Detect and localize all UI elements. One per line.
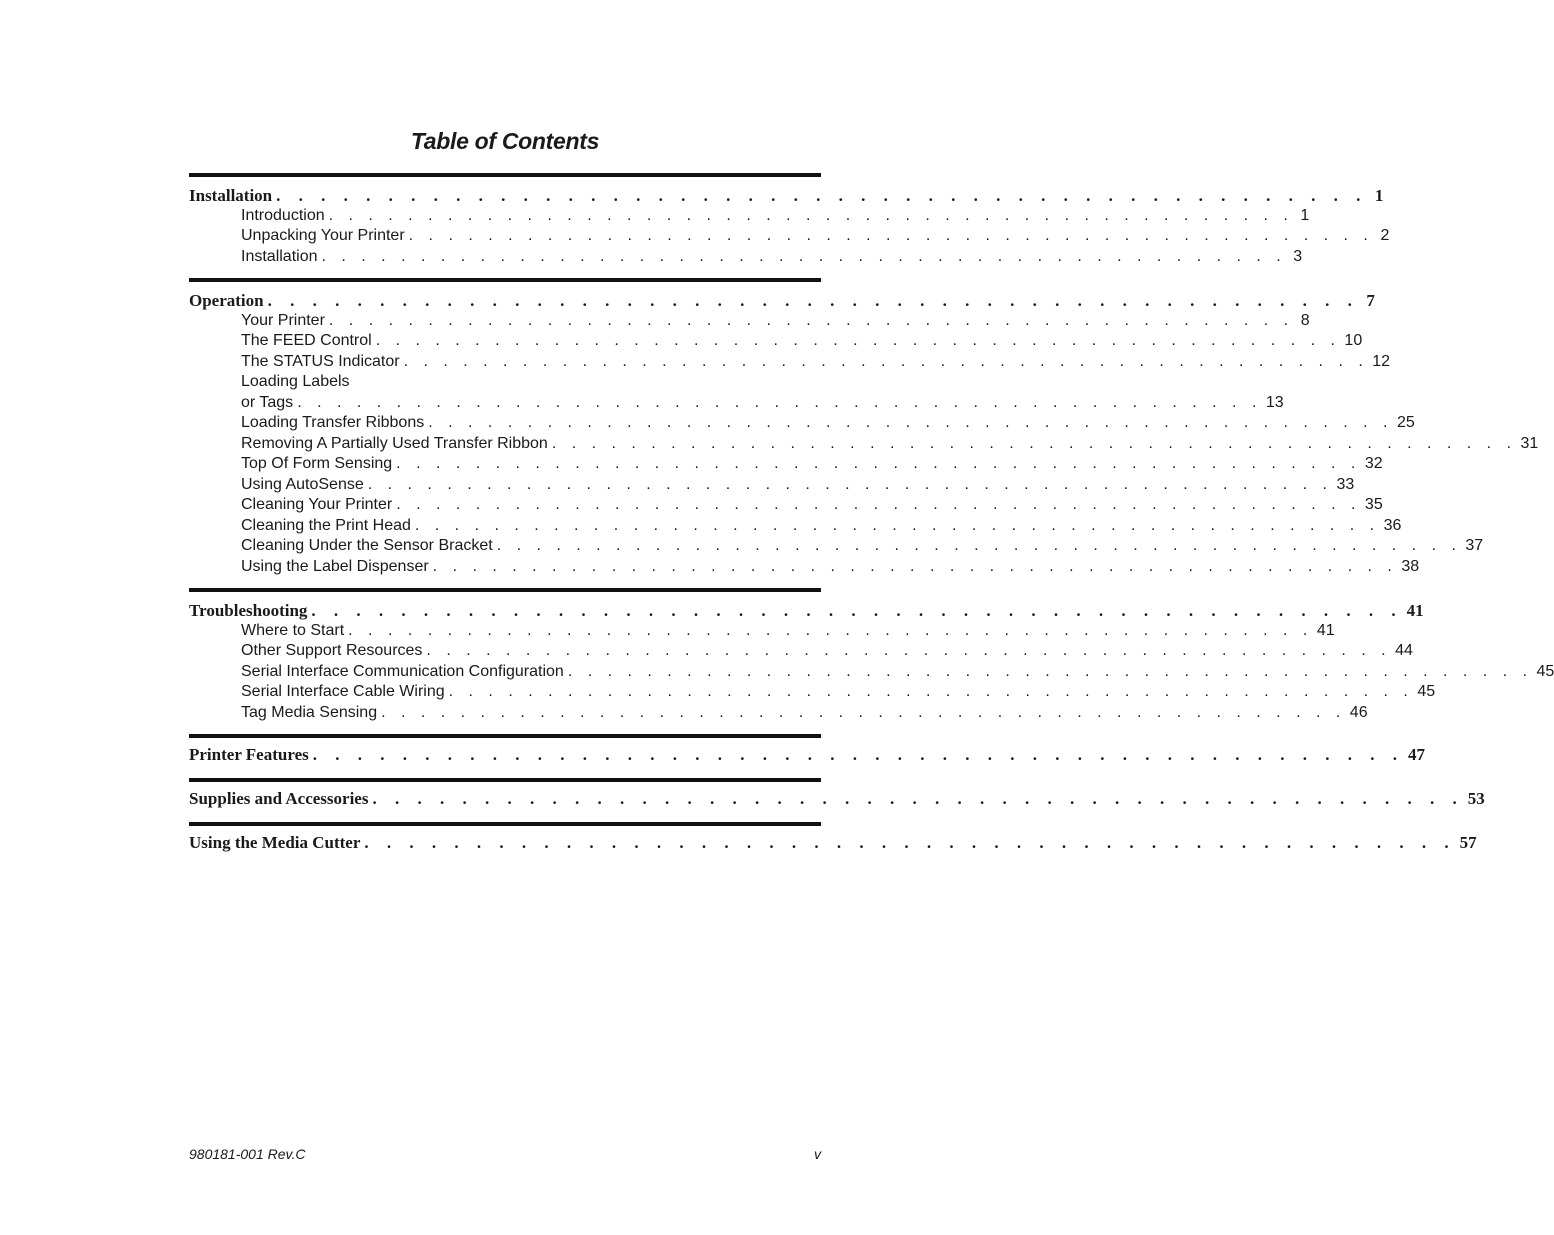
toc-heading[interactable]	[189, 291, 1375, 311]
toc-heading-label: Supplies and Accessories	[189, 789, 369, 808]
toc-entry-label: Serial Interface Cable Wiring	[241, 683, 445, 700]
toc-entry-label: Introduction	[241, 207, 325, 224]
toc-heading-page: 1	[1374, 186, 1384, 205]
toc-heading-label: Installation	[189, 186, 273, 205]
toc-entry-label: Other Support Resources	[241, 642, 423, 659]
toc-entry[interactable]	[241, 536, 1484, 556]
toc-entry[interactable]	[241, 454, 1383, 474]
toc-entry[interactable]	[241, 641, 1413, 661]
toc-entry-page: 37	[1465, 537, 1484, 554]
toc-entry[interactable]	[241, 226, 1390, 246]
dot-leader: . . . . . . . . . . . . . . . . . . . . . . . . . . . . . . . . . . . . . . . . . . . . . . . . .	[297, 394, 1262, 411]
toc-entry[interactable]	[241, 703, 1368, 723]
page-title: Table of Contents	[410, 128, 600, 154]
toc-entry[interactable]	[241, 434, 1539, 454]
toc-entry-label: Serial Interface Communication Configuration	[241, 663, 564, 680]
dot-leader: . . . . . . . . . . . . . . . . . . . . . . . . . . . . . . . . . . . . . . . . . . . . . . . . .	[328, 207, 1294, 224]
toc-section-supplies	[189, 778, 1485, 822]
toc-entry[interactable]	[241, 311, 1310, 331]
toc-entry[interactable]	[241, 662, 1554, 682]
toc-entry[interactable]	[241, 372, 737, 392]
toc-entry-label: Where to Start	[241, 622, 345, 639]
toc-entry-label: Using the Label Dispenser	[241, 558, 429, 575]
toc-entry-page: 32	[1364, 455, 1383, 472]
toc-entry-page: 41	[1316, 622, 1335, 639]
dot-leader: . . . . . . . . . . . . . . . . . . . . . . . . . . . . . . . . . . . . . . . . . . . . . . . . .	[496, 537, 1462, 554]
toc-heading[interactable]	[189, 833, 1477, 853]
toc-entry-page: 36	[1383, 517, 1402, 534]
toc-entry-page: 12	[1372, 353, 1391, 370]
dot-leader: . . . . . . . . . . . . . . . . . . . . . . . . . . . . . . . . . . . . . . . . . . . . . . . . .	[396, 496, 1361, 513]
toc-heading-page: 7	[1366, 291, 1375, 310]
toc-entry-page: 44	[1395, 642, 1413, 659]
toc-entry-label: The FEED Control	[241, 332, 372, 349]
toc-heading-page: 41	[1406, 601, 1424, 620]
toc-entry-label: Cleaning the Print Head	[241, 517, 411, 534]
toc-entry[interactable]	[241, 682, 1436, 702]
toc-entry-page: 10	[1344, 332, 1363, 349]
toc-entry-label: Installation	[241, 248, 318, 265]
toc-entry[interactable]	[241, 557, 1420, 577]
dot-leader: . . . . . . . . . . . . . . . . . . . . . . . . . . . . . . . . . . . . . . . . . . . . . . . . .	[426, 642, 1392, 659]
dot-leader: . . . . . . . . . . . . . . . . . . . . . . . . . . . . . . . . . . . . . . . . . . . . . . . . .	[414, 517, 1380, 534]
dot-leader: . . . . . . . . . . . . . . . . . . . . . . . . . . . . . . . . . . . . . . . . . . . . . . . . .	[448, 683, 1414, 700]
toc-entry-page: 13	[1265, 394, 1284, 411]
toc-entry-page: 38	[1401, 558, 1420, 575]
toc-entry-label: or Tags	[241, 394, 294, 411]
toc-entry-label: Cleaning Your Printer	[241, 496, 393, 513]
toc-entry[interactable]	[241, 206, 1310, 226]
toc-entry-page: 33	[1336, 476, 1355, 493]
dot-leader: . . . . . . . . . . . . . . . . . . . . . . . . . . . . . . . . . . . . . . . . . . . . . . . . .	[372, 789, 1464, 808]
toc-section-installation	[189, 173, 1390, 277]
toc-entry-page: 3	[1293, 248, 1303, 265]
toc-entry-page: 35	[1364, 496, 1383, 513]
toc-entry-page: 25	[1396, 414, 1415, 431]
toc-entry-label: Removing A Partially Used Transfer Ribbon	[241, 435, 548, 452]
toc-heading[interactable]	[189, 186, 1384, 206]
dot-leader: . . . . . . . . . . . . . . . . . . . . . . . . . . . . . . . . . . . . . . . . . . . . . . . . .	[267, 291, 1359, 310]
footer-doc-number: 980181-001 Rev.C	[189, 1146, 306, 1162]
dot-leader: . . . . . . . . . . . . . . . . . . . . . . . . . . . . . . . . . . . . . . . . . . . . . . . . .	[551, 435, 1517, 452]
toc-entry-label: Unpacking Your Printer	[241, 227, 405, 244]
dot-leader: . . . . . . . . . . . . . . . . . . . . . . . . . . . . . . . . . . . . . . . . . . . . . . . . .	[367, 476, 1333, 493]
toc-heading-label: Printer Features	[189, 745, 309, 764]
toc-entry[interactable]	[241, 621, 1335, 641]
toc-heading[interactable]	[189, 745, 1425, 765]
dot-leader: . . . . . . . . . . . . . . . . . . . . . . . . . . . . . . . . . . . . . . . . . . . . . . . . .	[311, 601, 1403, 620]
toc-entry-label: Tag Media Sensing	[241, 704, 378, 721]
dot-leader: . . . . . . . . . . . . . . . . . . . . . . . . . . . . . . . . . . . . . . . . . . . . . . . . .	[428, 414, 1393, 431]
toc-entry[interactable]	[241, 331, 1363, 351]
toc-entry-page: 31	[1520, 435, 1539, 452]
dot-leader: . . . . . . . . . . . . . . . . . . . . . . . . . . . . . . . . . . . . . . . . . . . . . . . . .	[567, 663, 1533, 680]
dot-leader: . . . . . . . . . . . . . . . . . . . . . . . . . . . . . . . . . . . . . . . . . . . . . . . . .	[396, 455, 1361, 472]
toc-entry[interactable]	[241, 475, 1355, 495]
toc-entry-page: 46	[1349, 704, 1368, 721]
toc-entry-page: 8	[1300, 312, 1310, 329]
toc-entry-label: Cleaning Under the Sensor Bracket	[241, 537, 493, 554]
dot-leader: . . . . . . . . . . . . . . . . . . . . . . . . . . . . . . . . . . . . . . . . . . . . . . . . .	[432, 558, 1398, 575]
toc-heading-page: 47	[1408, 745, 1425, 764]
toc-entry-label: Using AutoSense	[241, 476, 364, 493]
dot-leader: . . . . . . . . . . . . . . . . . . . . . . . . . . . . . . . . . . . . . . . . . . . . . . . . .	[321, 248, 1287, 265]
toc-entry[interactable]	[241, 247, 1303, 267]
toc-section-printer-features	[189, 734, 1425, 778]
toc-entry-label: Loading Transfer Ribbons	[241, 414, 425, 431]
toc-entry-page: 2	[1380, 227, 1390, 244]
footer-page-number: v	[814, 1146, 821, 1162]
toc-entry[interactable]	[241, 413, 1415, 433]
toc-section-troubleshooting	[189, 588, 1554, 734]
toc-heading-page: 53	[1467, 789, 1485, 808]
toc-entry-label: Loading Labels	[241, 373, 350, 390]
toc-section-media-cutter	[189, 822, 1477, 866]
toc-entry-page: 45	[1417, 683, 1436, 700]
toc-entry-page: 45	[1536, 663, 1554, 680]
toc-entry-page: 1	[1300, 207, 1310, 224]
toc-heading-label: Troubleshooting	[189, 601, 308, 620]
dot-leader: . . . . . . . . . . . . . . . . . . . . . . . . . . . . . . . . . . . . . . . . . . . . . . . . .	[375, 332, 1341, 349]
toc-entry-label: The STATUS Indicator	[241, 353, 400, 370]
toc-entry[interactable]	[241, 393, 1284, 413]
toc-entry[interactable]	[241, 495, 1383, 515]
toc-heading-page: 57	[1459, 833, 1477, 852]
toc-entry[interactable]	[241, 352, 1391, 372]
dot-leader: . . . . . . . . . . . . . . . . . . . . . . . . . . . . . . . . . . . . . . . . . . . . . . . . .	[276, 186, 1368, 205]
dot-leader: . . . . . . . . . . . . . . . . . . . . . . . . . . . . . . . . . . . . . . . . . . . . . . . . .	[348, 622, 1313, 639]
dot-leader: . . . . . . . . . . . . . . . . . . . . . . . . . . . . . . . . . . . . . . . . . . . . . . . . .	[403, 353, 1369, 370]
toc-heading[interactable]	[189, 601, 1424, 621]
toc-heading-label: Using the Media Cutter	[189, 833, 361, 852]
dot-leader: . . . . . . . . . . . . . . . . . . . . . . . . . . . . . . . . . . . . . . . . . . . . . . . . .	[312, 745, 1404, 764]
toc-entry-label: Top Of Form Sensing	[241, 455, 393, 472]
dot-leader: . . . . . . . . . . . . . . . . . . . . . . . . . . . . . . . . . . . . . . . . . . . . . . . . .	[408, 227, 1374, 244]
toc-entry[interactable]	[241, 516, 1402, 536]
dot-leader: . . . . . . . . . . . . . . . . . . . . . . . . . . . . . . . . . . . . . . . . . . . . . . . . .	[364, 833, 1456, 852]
toc-entry-label: Your Printer	[241, 312, 325, 329]
toc-section-operation	[189, 278, 1539, 588]
dot-leader: . . . . . . . . . . . . . . . . . . . . . . . . . . . . . . . . . . . . . . . . . . . . . . . . .	[328, 312, 1294, 329]
toc-heading-label: Operation	[189, 291, 264, 310]
dot-leader: . . . . . . . . . . . . . . . . . . . . . . . . . . . . . . . . . . . . . . . . . . . . . . . . .	[381, 704, 1346, 721]
toc-heading[interactable]	[189, 789, 1485, 809]
